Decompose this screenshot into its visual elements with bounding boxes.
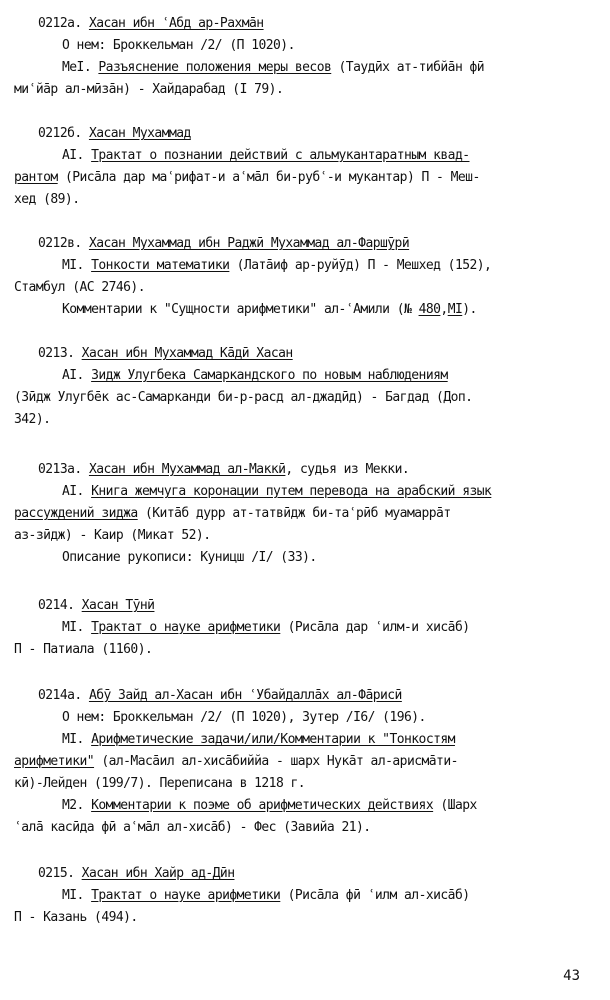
text-line [62,366,448,386]
underlined-title: Арифметические задачи/или/Комментарии к "Тонкостям [91,732,455,747]
text-segment: ). [462,302,477,317]
underlined-title: рассуждений зиджа [14,506,138,521]
text-segment: (Рисāла фӣ ʿилм ал-хисāб) [280,888,470,903]
underlined-title: Зидж Улугбека Самаркандского по новым наблюдениям [91,368,448,383]
text-segment: М2. [62,798,92,813]
text-segment: 0212а. [38,16,89,31]
underlined-title: Хасан ибн Хайр ад-Дӣн [81,866,235,881]
text-segment: П - Казань (494). [14,910,138,925]
underlined-title: Трактат о науке арифметики [91,888,281,903]
underlined-title: Хасан Тӯнӣ [81,598,155,613]
text-line [14,504,451,524]
text-segment: 0215. [38,866,82,881]
text-line [38,460,409,480]
text-segment: (ал-Масāил ал-хисāбиййа - шарх Нукāт ал-арисмāти- [94,754,458,769]
underlined-title: Книга жемчуга коронации путем перевода на арабский язык [91,484,492,499]
text-segment: МеI. [62,60,99,75]
text-segment: (Зӣдж Улугбēк ас-Самарканди би-р-расд ал-джадӣд) - Багдад (Доп. [14,390,473,405]
text-segment: хед (89). [14,192,80,207]
underlined-title: Трактат о науке арифметики [91,620,281,635]
text-line [14,640,152,660]
text-segment: МI. [62,620,92,635]
text-segment: 0212в. [38,236,89,251]
text-segment: Стамбул (АС 2746). [14,280,145,295]
text-segment: миʿйāр ал-мӣзāн) - Хайдарабад (I 79). [14,82,284,97]
text-segment: (Рисāла дар маʿрифат-и аʿмāл би-рубʿ-и мукантар) П - Меш- [57,170,480,185]
text-line [14,388,472,408]
underlined-title: Хасан ибн Мухаммад Кāдӣ Хасан [81,346,293,361]
text-segment: , судья из Мекки. [285,462,410,477]
underlined-title: арифметики" [14,754,95,769]
text-segment: (Китāб дурр ат-татвӣдж би-таʿрӣб муамаррāт [137,506,451,521]
text-line [14,190,80,210]
text-line [38,234,409,254]
text-line [62,618,470,638]
underlined-title: Хасан Мухаммад ибн Раджӣ Мухаммад ал-Фаршӯрӣ [88,236,410,251]
text-segment: (Латāиф ар-руйӯд) П - Мешхед (152), [229,258,492,273]
text-line [38,596,154,616]
text-segment: ʿалā касӣда фӣ аʿмāл ал-хисāб) - Фес (Завийа 21). [14,820,371,835]
text-line [62,886,470,906]
text-line [62,548,317,568]
text-line [62,58,484,78]
text-line [14,752,458,772]
text-line [38,686,402,706]
underlined-title: 480 [418,302,441,317]
text-segment: (Рисāла дар ʿилм-и хисāб) [280,620,470,635]
text-line [14,526,210,546]
text-line [62,146,470,166]
page-number: 43 [563,968,580,984]
text-line [38,864,234,884]
text-segment: 0213а. [38,462,89,477]
underlined-title: Хасан ибн Мухаммад ал-Маккӣ [88,462,286,477]
text-line [14,80,283,100]
text-segment: П - Патиала (1160). [14,642,153,657]
text-line [14,410,50,430]
underlined-title: рантом [14,170,58,185]
underlined-title: Разъяснение положения меры весов [98,60,332,75]
text-line [38,344,293,364]
text-segment: МI. [62,258,92,273]
text-line [14,278,145,298]
text-line [62,300,477,320]
text-segment: аз-зӣдж) - Каир (Микат 52). [14,528,211,543]
text-segment: МI. [62,888,92,903]
text-segment: О нем: Броккельман /2/ (П 1020). [62,38,295,53]
text-line [14,908,138,928]
underlined-title: Тонкости математики [91,258,230,273]
text-segment: АI. [62,148,92,163]
text-segment: , [440,302,448,317]
text-line [14,168,480,188]
text-segment: 0213. [38,346,82,361]
text-line [62,256,491,276]
underlined-title: Хасан Мухаммад [88,126,191,141]
text-segment: МI. [62,732,92,747]
text-line [14,818,371,838]
underlined-title: Комментарии к поэме об арифметических действиях [91,798,434,813]
text-line [14,774,305,794]
text-segment: О нем: Броккельман /2/ (П 1020), Зутер /I6/ (196). [62,710,426,725]
text-segment: 342). [14,412,51,427]
text-line [62,36,295,56]
text-segment: Комментарии к "Сущности арифметики" ал-ʿАмили (№ [62,302,419,317]
text-segment: АI. [62,368,92,383]
text-line [62,482,491,502]
text-line [62,796,477,816]
underlined-title: Трактат о познании действий с альмукантаратным квад- [91,148,470,163]
text-line [38,14,264,34]
underlined-title: МI [447,302,463,317]
underlined-title: Хасан ибн ʿАбд ар-Рахмāн [88,16,264,31]
text-segment: 0214а. [38,688,89,703]
text-segment: 0214. [38,598,82,613]
text-segment: Описание рукописи: Куницш /I/ (33). [62,550,317,565]
text-segment: 0212б. [38,126,89,141]
text-line [62,708,426,728]
text-segment: (Шарх [433,798,477,813]
text-segment: АI. [62,484,92,499]
text-segment: (Таудӣх ат-тибйāн фӣ [331,60,485,75]
text-line [62,730,455,750]
text-line [38,124,191,144]
text-segment: кӣ)-Лейден (199/7). Переписана в 1218 г. [14,776,306,791]
underlined-title: Абӯ Зайд ал-Хасан ибн ʿУбайдаллāх ал-Фāрисӣ [88,688,402,703]
